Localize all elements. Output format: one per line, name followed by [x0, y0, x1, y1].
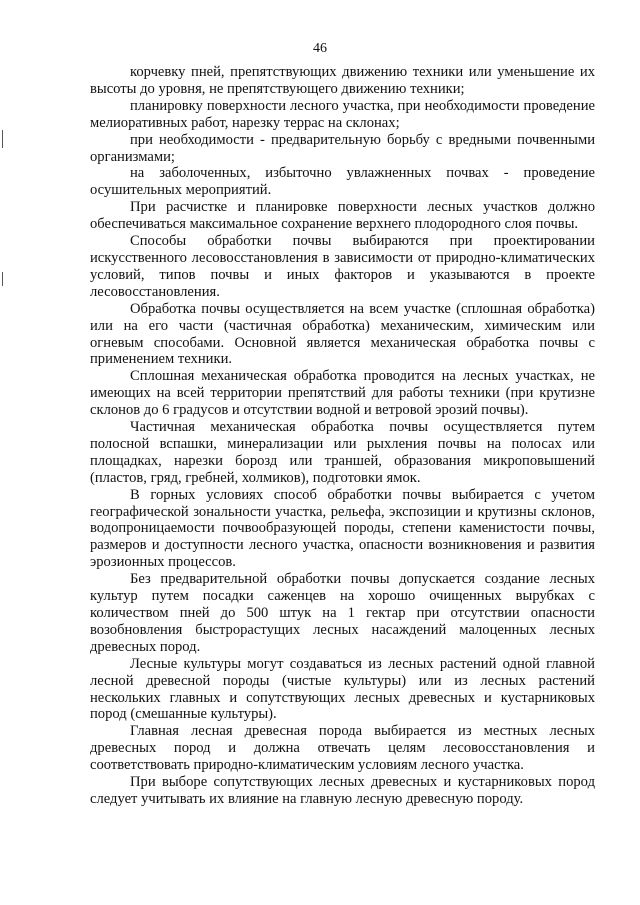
paragraph: При расчистке и планировке поверхности лесных участков должно обеспечиваться максимальное сохранение верхнего плодородного слоя почвы.: [90, 199, 595, 233]
paragraph: на заболоченных, избыточно увлажненных почвах - проведение осушительных мероприятий.: [90, 165, 595, 199]
document-body: [90, 64, 595, 808]
paragraph: корчевку пней, препятствующих движению техники или уменьшение их высоты до уровня, не препятствующего движению техники;: [90, 64, 595, 97]
paragraph: Способы обработки почвы выбираются при проектировании искусственного лесовосстановления в зависимости от природно-климатических условий, типов почвы и иных факторов и указываются в проекте лесовосстановления.: [90, 233, 595, 300]
paragraph: планировку поверхности лесного участка, при необходимости проведение мелиоративных работ, нарезку террас на склонах;: [90, 97, 595, 131]
paragraph: Обработка почвы осуществляется на всем участке (сплошная обработка) или на его части (частичная обработка) механическим, химическим или огневым способами. Основной является механическая обработка почвы с применением техники.: [90, 300, 595, 368]
scan-edge-mark: [2, 130, 3, 148]
page-number: 46: [313, 41, 327, 56]
paragraph: Частичная механическая обработка почвы осуществляется путем полосной вспашки, минерализации или рыхления почвы на полосах или площадках, нарезки борозд или траншей, образования микроповышений (пластов, гряд, гребней, холмиков), подготовки ямок.: [90, 419, 595, 486]
paragraph: В горных условиях способ обработки почвы выбирается с учетом географической зональности участка, рельефа, экспозиции и крутизны склонов, водопроницаемости почвообразующей породы, степени каменистости почвы, размеров и доступности лесного участка, опасности возникновения и развития эрозионных процессов.: [90, 486, 595, 571]
paragraph: При выборе сопутствующих лесных древесных и кустарниковых пород следует учитывать их влияние на главную лесную древесную породу.: [90, 774, 595, 807]
paragraph: Без предварительной обработки почвы допускается создание лесных культур путем посадки саженцев на хорошо очищенных вырубках с количеством пней до 500 штук на 1 гектар при отсутствии опасности возобновления быстрорастущих лесных насаждений малоценных лесных древесных пород.: [90, 571, 595, 655]
paragraph: Главная лесная древесная порода выбирается из местных лесных древесных пород и должна отвечать целям лесовосстановления и соответствовать природно-климатическим условиям лесного участка.: [90, 723, 595, 774]
scan-edge-mark: [2, 272, 3, 286]
paragraph: при необходимости - предварительную борьбу с вредными почвенными организмами;: [90, 131, 595, 165]
paragraph: Сплошная механическая обработка проводится на лесных участках, не имеющих на всей территории препятствий для работы техники (при крутизне склонов до 6 градусов и отсутствии водной и ветровой эрозий почвы).: [90, 368, 595, 419]
paragraph: Лесные культуры могут создаваться из лесных растений одной главной лесной древесной породы (чистые культуры) или из лесных растений нескольких главных и сопутствующих лесных древесных и кустарниковых пород (смешанные культуры).: [90, 655, 595, 723]
